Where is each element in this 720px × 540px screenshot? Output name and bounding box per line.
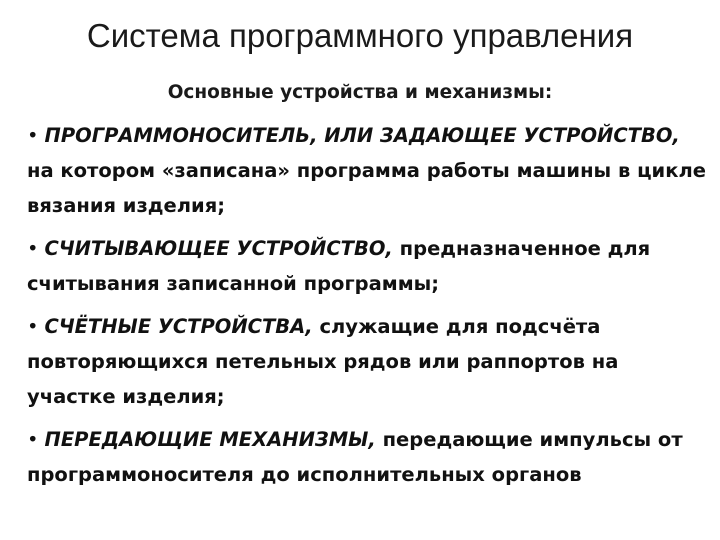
bullet-icon: • bbox=[27, 124, 39, 147]
list-item bbox=[27, 118, 707, 223]
bullet-icon: • bbox=[27, 237, 39, 260]
item-term: СЧЁТНЫЕ УСТРОЙСТВА, bbox=[44, 315, 313, 338]
item-text: передающие импульсы от программоносителя до исполнительных органов bbox=[27, 428, 683, 486]
bullet-icon: • bbox=[27, 315, 39, 338]
item-text: служащие для подсчёта повторяющихся петельных рядов или раппортов на участке изделия; bbox=[27, 315, 619, 408]
bullet-icon: • bbox=[27, 428, 39, 451]
list-item bbox=[27, 231, 707, 301]
item-text: на котором «записана» программа работы машины в цикле вязания изделия; bbox=[27, 159, 706, 217]
slide-subtitle: Основные устройства и механизмы: bbox=[167, 82, 553, 103]
list-item bbox=[27, 422, 707, 492]
item-term: ПРОГРАММОНОСИТЕЛЬ, ИЛИ ЗАДАЮЩЕЕ УСТРОЙСТВО, bbox=[44, 124, 680, 147]
list-item bbox=[27, 309, 707, 414]
bullet-list bbox=[27, 118, 707, 492]
item-text: предназначенное для считывания записанной программы; bbox=[27, 237, 651, 295]
slide-title: Система программного управления bbox=[86, 17, 634, 54]
item-term: СЧИТЫВАЮЩЕЕ УСТРОЙСТВО, bbox=[44, 237, 393, 260]
item-term: ПЕРЕДАЮЩИЕ МЕХАНИЗМЫ, bbox=[44, 428, 376, 451]
